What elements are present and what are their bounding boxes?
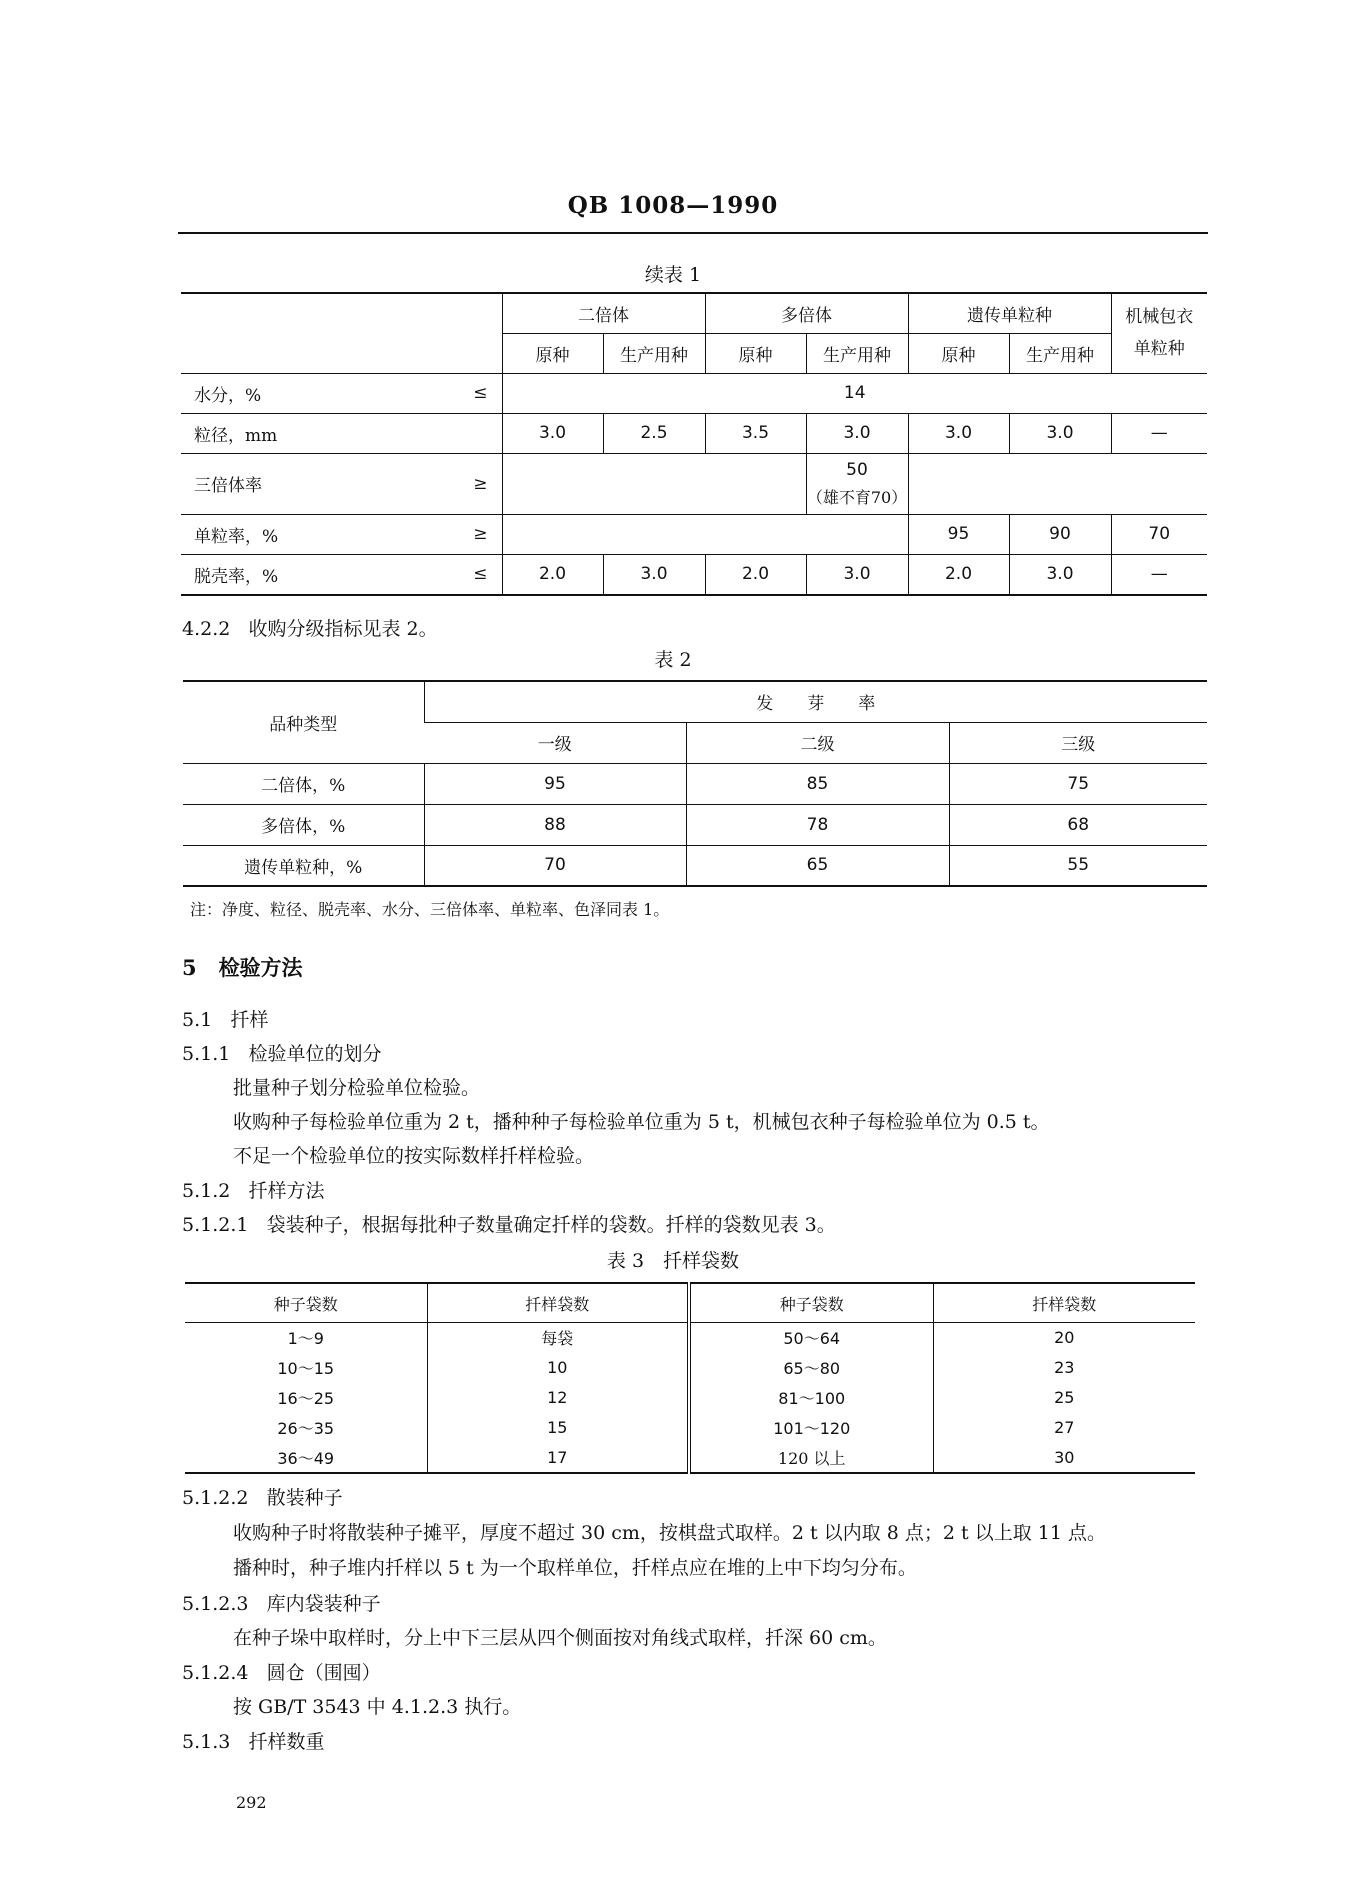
table1-sub-header: 生产用种 [806,333,908,373]
paragraph-line: 不足一个检验单位的按实际数样扦样检验。 [233,1145,595,1167]
page-number: 292 [236,1793,267,1812]
paragraph-line: 按 GB/T 3543 中 4.1.2.3 执行。 [233,1696,522,1718]
section-number: 5 [182,955,197,980]
section-5-1-3-heading [182,1727,325,1754]
section-number: 5.1.2.2 [182,1487,249,1509]
table1-group-header: 二倍体 [502,293,705,333]
section-title: 库内袋装种子 [266,1593,381,1615]
table1-sub-header: 生产用种 [1009,333,1111,373]
section-number: 4.2.2 [182,618,231,640]
paragraph-text: 收购分级指标见表 2。 [248,618,438,640]
table1-row-label: 粒径，mm [181,413,502,453]
section-5-1-1-heading [182,1039,382,1066]
table3-row [185,1353,1195,1383]
table1-corner [181,293,502,373]
table1-last-header [1111,293,1207,373]
table3-cell: 81～100 [689,1383,933,1413]
table2-group-header: 发 芽 率 [424,681,1207,722]
table3-cell: 101～120 [689,1413,933,1443]
section-5-1-2-4-heading [182,1658,381,1685]
table2-cell: 65 [686,845,949,886]
paragraph-line: 播种时，种子堆内扦样以 5 t 为一个取样单位，扦样点应在堆的上中下均匀分布。 [233,1557,917,1579]
table1-group-header: 遗传单粒种 [908,293,1111,333]
table1-cell: 3.0 [806,413,908,453]
table1-cell: 3.0 [502,413,603,453]
table3-row [185,1443,1195,1473]
table1-cell: 3.5 [705,413,806,453]
table3-cell: 15 [427,1413,689,1443]
table3-cell: 120 以上 [689,1443,933,1473]
table1-empty-cell [908,453,1207,514]
table2-grade-header: 三级 [949,722,1207,763]
table1-triploid-value [806,453,908,514]
section-5-1-2-3-heading [182,1589,381,1616]
table2-row [183,763,1207,804]
section-number: 5.1.2.4 [182,1662,249,1684]
table3-cell: 25 [933,1383,1195,1413]
table3-cell: 65～80 [689,1353,933,1383]
section-number: 5.1.1 [182,1043,231,1065]
table1-row-dehull [181,554,1207,595]
table2-cell: 70 [424,845,686,886]
table2-row-label: 遗传单粒种，% [183,845,424,886]
table2-cell: 85 [686,763,949,804]
table3-cell: 20 [933,1323,1195,1353]
table3-row [185,1413,1195,1443]
table1-cell: 3.0 [1009,413,1111,453]
paragraph-line: 收购种子时将散装种子摊平，厚度不超过 30 cm，按棋盘式取样。2 t 以内取 8 点；2 t 以上取 11 点。 [233,1522,1106,1544]
table1-row-triploid [181,453,1207,514]
table1-cell: 3.0 [908,413,1009,453]
table1-group-header: 多倍体 [705,293,908,333]
table1 [181,292,1207,596]
table3-cell: 50～64 [689,1323,933,1353]
paragraph-line: 在种子垛中取样时，分上中下三层从四个侧面按对角线式取样，扦深 60 cm。 [233,1627,887,1649]
table1-sub-header: 原种 [705,333,806,373]
table3-cell: 每袋 [427,1323,689,1353]
paragraph-line: 批量种子划分检验单位检验。 [233,1077,481,1099]
section-5-1-heading [182,1005,268,1032]
table3-cell: 12 [427,1383,689,1413]
table3-caption: 表 3 扦样袋数 [606,1250,740,1272]
table3-cell: 26～35 [277,1419,335,1438]
section-title: 扦样方法 [248,1180,325,1202]
table3-header: 种子袋数 [185,1283,427,1323]
section-title: 检验方法 [218,955,303,980]
table1-empty-cell [502,453,806,514]
table1-cell: 2.0 [705,554,806,595]
paragraph-text: 袋装种子，根据每批种子数量确定扦样的袋数。扦样的袋数见表 3。 [266,1214,836,1236]
table1-row-size [181,413,1207,453]
section-title: 扦样数重 [248,1731,325,1753]
section-title: 扦样 [230,1009,269,1031]
table1-cell: 90 [1009,514,1111,554]
table3-cell: 16～25 [277,1389,335,1408]
table1-row-label: 单粒率，% ≥ [181,514,502,554]
document-header: QB 1008—1990 [567,192,779,219]
table1-cell: 95 [908,514,1009,554]
table1-row-label: 三倍体率 ≥ [181,453,502,514]
table2-cell: 88 [424,804,686,845]
section-number: 5.1.2.3 [182,1593,249,1615]
table3-header: 扦样袋数 [427,1283,689,1323]
table3-cell: 36～49 [185,1443,427,1473]
table1-sub-header: 原种 [908,333,1009,373]
table2-cell: 95 [424,763,686,804]
table3-cell: 27 [933,1413,1195,1443]
table1-cell: — [1111,554,1207,595]
table2-corner: 品种类型 [183,681,424,763]
table2-caption: 表 2 [654,649,692,671]
table2-row [183,804,1207,845]
table1-cell: — [1111,413,1207,453]
table3-cell: 23 [933,1353,1195,1383]
section-title: 圆仓（围囤） [266,1662,381,1684]
table1-cell: 70 [1111,514,1207,554]
table1-row-monogerm [181,514,1207,554]
table3-header: 种子袋数 [689,1283,933,1323]
table2-row-label: 多倍体，% [183,804,424,845]
table2-grade-header: 一级 [424,722,686,763]
section-title: 散装种子 [266,1487,343,1509]
table2 [183,680,1207,887]
table1-row-label: 水分，% ≤ [181,373,502,413]
table2-cell: 75 [949,763,1207,804]
section-5-1-2-1 [182,1210,836,1237]
table3-cell: 17 [427,1443,689,1473]
table1-merged-value: 14 [502,373,1207,413]
table2-note: 注：净度、粒径、脱壳率、水分、三倍体率、单粒率、色泽同表 1。 [190,900,670,919]
table3-cell: 10 [427,1353,689,1383]
table3-cell: 30 [933,1443,1195,1473]
table1-row-moisture [181,373,1207,413]
table1-caption: 续表 1 [644,264,702,286]
table3-header: 扦样袋数 [933,1283,1195,1323]
table2-grade-header: 二级 [686,722,949,763]
section-5-heading [182,952,303,982]
section-title: 检验单位的划分 [248,1043,382,1065]
table3-row [185,1383,1195,1413]
table1-cell: 2.5 [603,413,705,453]
table1-cell: 3.0 [806,554,908,595]
table3-cell: 1～9 [287,1329,324,1349]
section-number: 5.1.2 [182,1180,231,1202]
header-rule [178,232,1208,234]
table1-last-header-line: 机械包衣 [1125,307,1194,328]
table1-triploid-line: （雄不育70） [806,487,908,507]
table1-triploid-line: 50 [846,459,868,480]
table1-cell: 2.0 [502,554,603,595]
para-4-2-2 [182,614,438,641]
table3-row [185,1323,1195,1353]
section-5-1-2-heading [182,1176,325,1203]
table1-empty-cell [502,514,908,554]
table1-sub-header: 生产用种 [603,333,705,373]
table1-cell: 3.0 [1009,554,1111,595]
section-number: 5.1.2.1 [182,1214,249,1236]
table2-cell: 78 [686,804,949,845]
table3 [185,1282,1195,1474]
table2-row-label: 二倍体，% [183,763,424,804]
table1-last-header-line: 单粒种 [1133,339,1185,360]
table3-cell: 10～15 [277,1359,335,1378]
table1-cell: 3.0 [603,554,705,595]
table1-cell: 2.0 [908,554,1009,595]
section-number: 5.1 [182,1009,213,1031]
table1-sub-header: 原种 [502,333,603,373]
section-5-1-2-2-heading [182,1483,343,1510]
table2-cell: 55 [949,845,1207,886]
table1-row-label: 脱壳率，% ≤ [181,554,502,595]
table2-cell: 68 [949,804,1207,845]
table2-row [183,845,1207,886]
paragraph-line: 收购种子每检验单位重为 2 t，播种种子每检验单位重为 5 t，机械包衣种子每检验单位为 0.5 t。 [233,1111,1050,1133]
section-number: 5.1.3 [182,1731,231,1753]
